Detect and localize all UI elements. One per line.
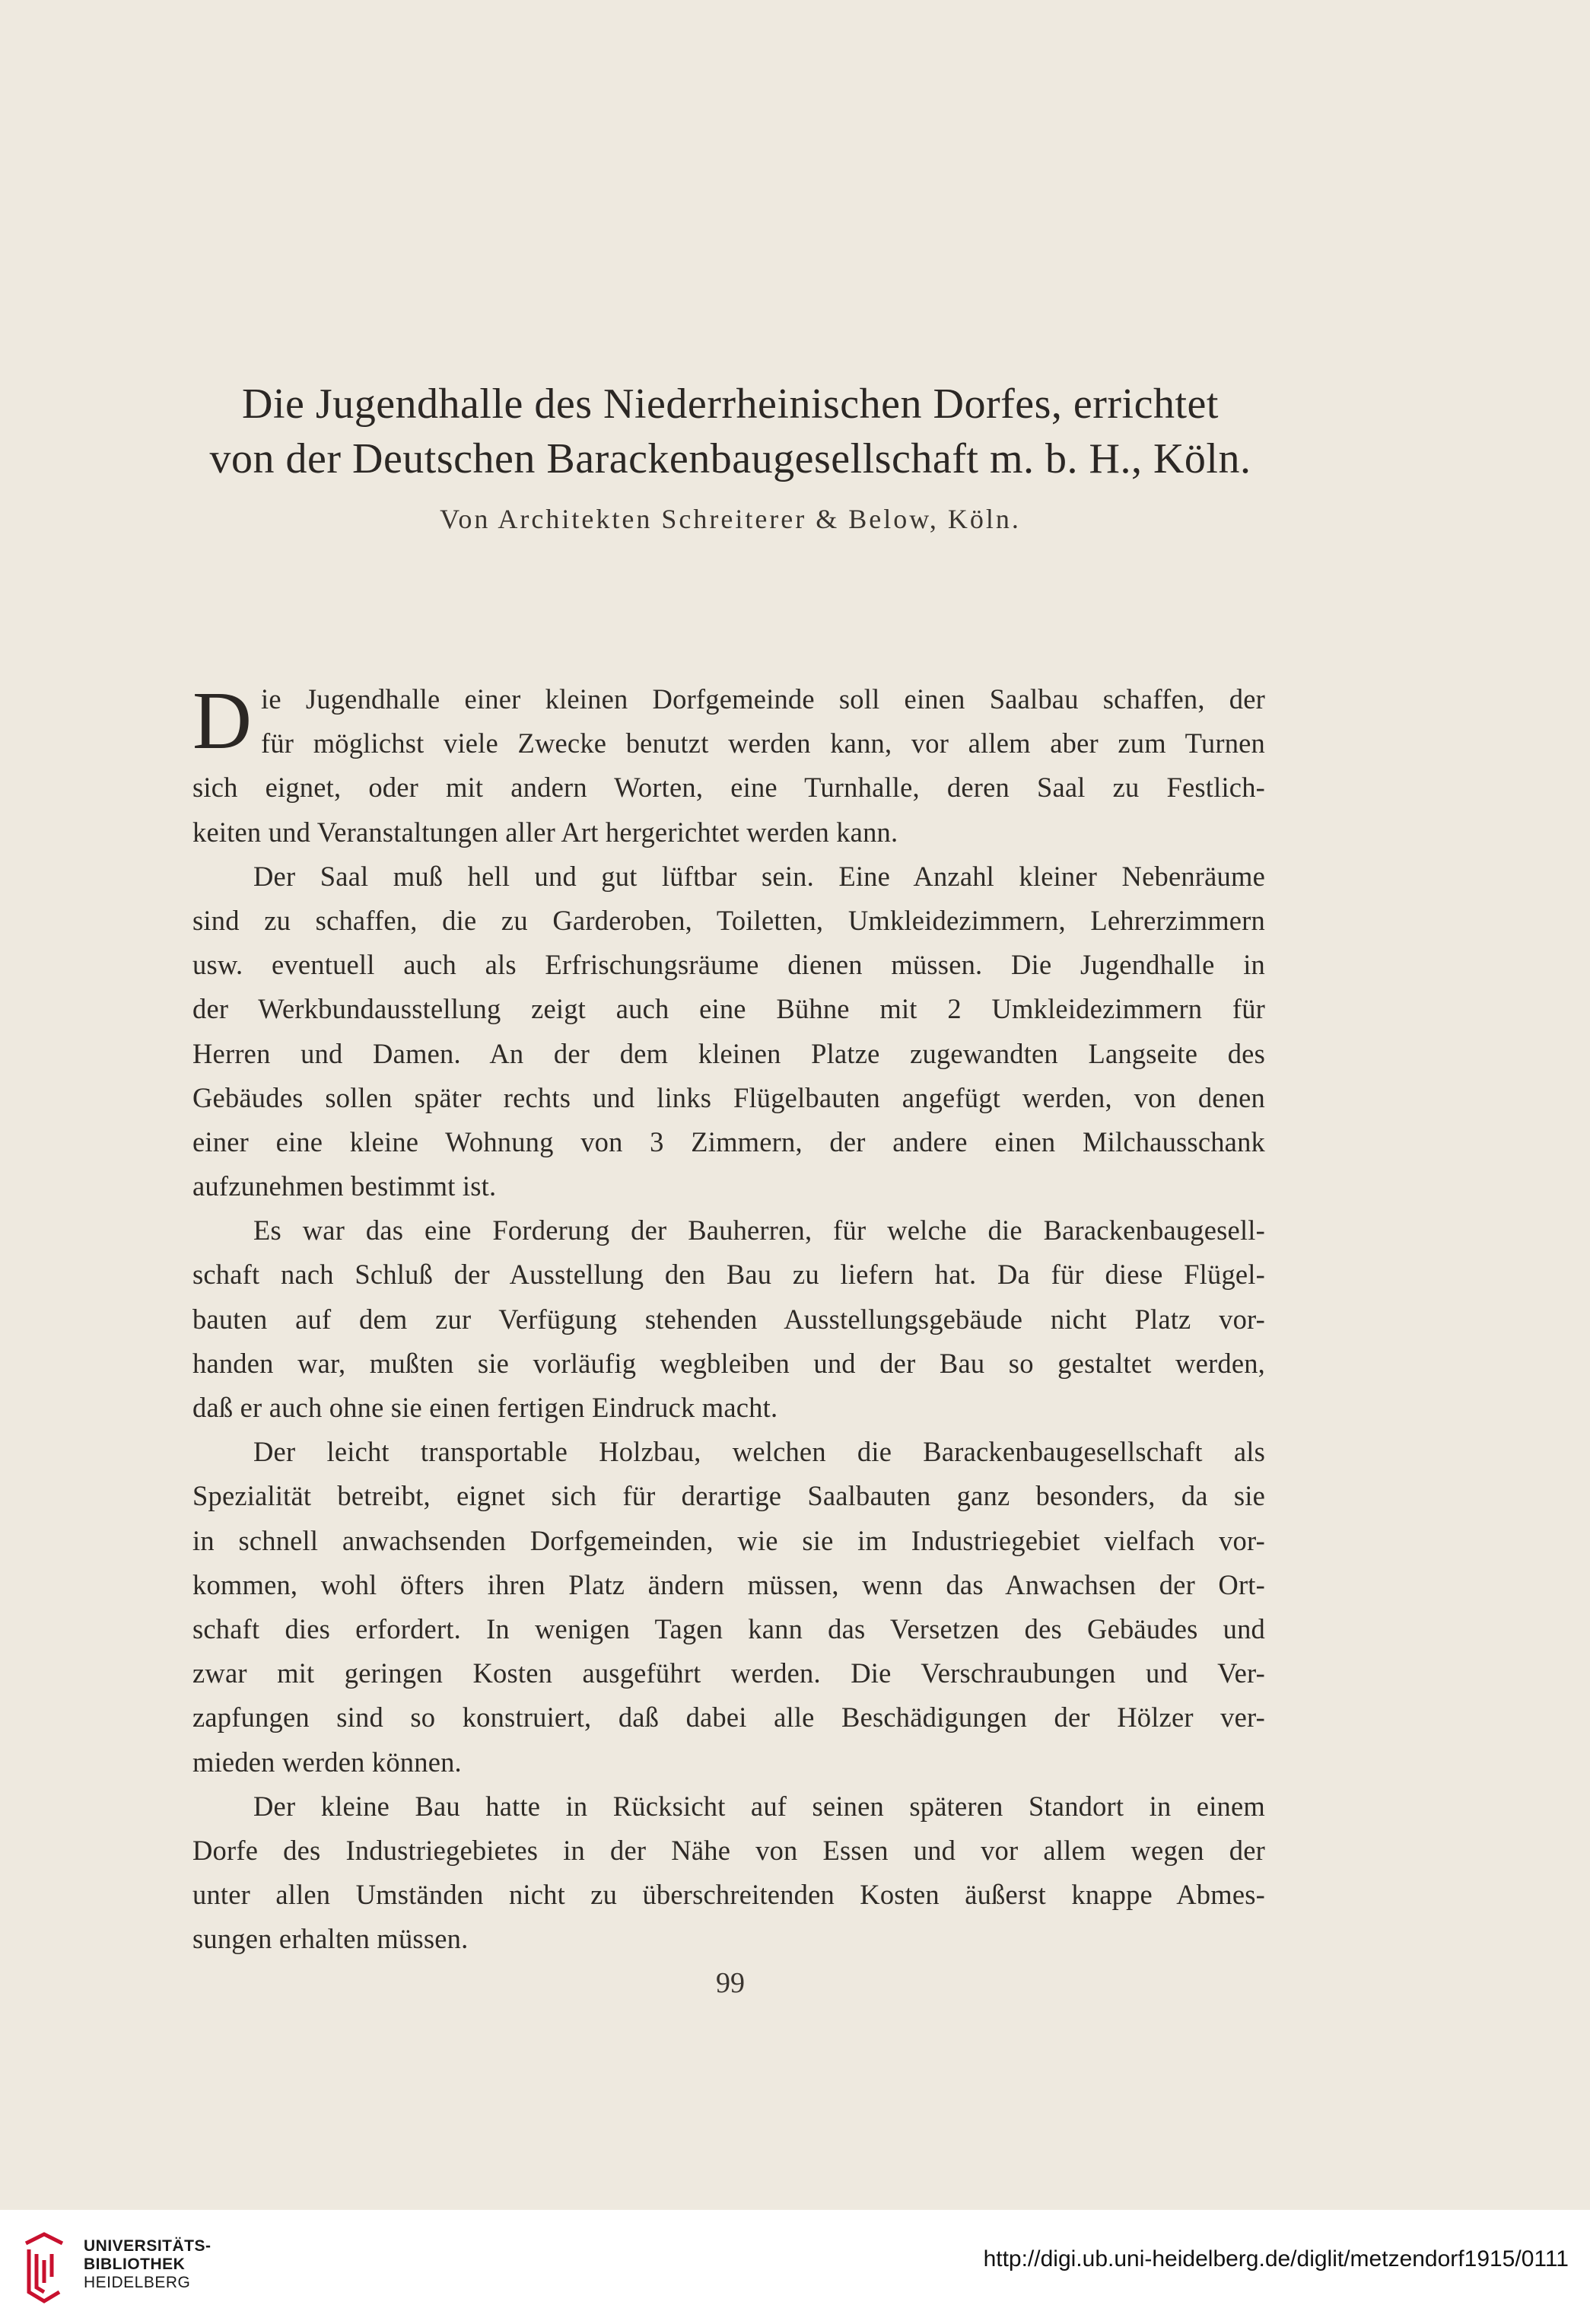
library-name-line-2: BIBLIOTHEK [84, 2256, 186, 2273]
text-line: Der Saal muß hell und gut lüftbar sein. Eine Anzahl kleiner Nebenräume [253, 860, 1265, 892]
page-number: 99 [716, 1967, 745, 1999]
article-title-line-1: Die Jugendhalle des Niederrheinischen Dorfes, errichtet [242, 380, 1219, 428]
text-line: für möglichst viele Zwecke benutzt werden kann, vor allem aber zum Turnen [261, 727, 1265, 759]
text-line: sungen erhalten müssen. [192, 1923, 469, 1955]
text-line: keiten und Veranstaltungen aller Art hergerichtet werden kann. [192, 816, 898, 848]
source-url-link[interactable]: http://digi.ub.uni-heidelberg.de/diglit/metzendorf1915/0111 [983, 2246, 1569, 2271]
text-line: Spezialität betreibt, eignet sich für derartige Saalbauten ganz besonders, da sie [192, 1480, 1265, 1512]
text-line: zapfungen sind so konstruiert, daß dabei alle Beschädigungen der Hölzer ver- [192, 1702, 1265, 1733]
text-line: Der kleine Bau hatte in Rücksicht auf seinen späteren Standort in einem [253, 1790, 1265, 1822]
text-line: einer eine kleine Wohnung von 3 Zimmern, der andere einen Milchausschank [192, 1125, 1265, 1157]
drop-cap: D [192, 676, 252, 766]
text-line: schaft nach Schluß der Ausstellung den Bau zu liefern hat. Da für diese Flügel- [192, 1259, 1265, 1291]
text-line: zwar mit geringen Kosten ausgeführt werden. Die Verschraubungen und Ver- [192, 1657, 1265, 1689]
text-line: kommen, wohl öfters ihren Platz ändern müssen, wenn das Anwachsen der Ort- [192, 1568, 1265, 1600]
library-name-line-3: HEIDELBERG [84, 2274, 191, 2291]
text-line: in schnell anwachsenden Dorfgemeinden, wie sie im Industriegebiet vielfach vor- [192, 1524, 1265, 1556]
library-logo-icon[interactable] [21, 2230, 67, 2306]
article-body [192, 677, 1265, 1961]
text-line: Dorfe des Industriegebietes in der Nähe von Essen und vor allem wegen der [192, 1834, 1265, 1866]
library-name-line-1: UNIVERSITÄTS- [84, 2237, 211, 2255]
article-title-line-2: von der Deutschen Barackenbaugesellschaft m. b. H., Köln. [209, 435, 1251, 482]
text-line: ie Jugendhalle einer kleinen Dorfgemeinde soll einen Saalbau schaffen, der [261, 683, 1265, 715]
text-line: Herren und Damen. An der dem kleinen Platze zugewandten Langseite des [192, 1037, 1265, 1069]
text-line: bauten auf dem zur Verfügung stehenden Ausstellungsgebäude nicht Platz vor- [192, 1303, 1265, 1335]
text-line: handen war, mußten sie vorläufig wegbleiben und der Bau so gestaltet werden, [192, 1347, 1265, 1379]
text-line: der Werkbundausstellung zeigt auch eine Bühne mit 2 Umkleidezimmern für [192, 993, 1265, 1025]
text-line: Es war das eine Forderung der Bauherren, für welche die Barackenbaugesell- [253, 1215, 1265, 1246]
text-line: aufzunehmen bestimmt ist. [192, 1170, 497, 1202]
library-name[interactable] [84, 2237, 211, 2292]
text-line: sich eignet, oder mit andern Worten, eine Turnhalle, deren Saal zu Festlich- [192, 772, 1265, 804]
text-line: usw. eventuell auch als Erfrischungsräume dienen müssen. Die Jugendhalle in [192, 949, 1265, 981]
text-line: daß er auch ohne sie einen fertigen Eindruck macht. [192, 1392, 778, 1423]
text-line: unter allen Umständen nicht zu überschreitenden Kosten äußerst knappe Abmes- [192, 1879, 1265, 1911]
text-line: Gebäudes sollen später rechts und links Flügelbauten angefügt werden, von denen [192, 1081, 1265, 1113]
article-header [175, 377, 1286, 535]
text-line: schaft dies erfordert. In wenigen Tagen kann das Versetzen des Gebäudes und [192, 1612, 1265, 1644]
article-byline: Von Architekten Schreiterer & Below, Köln. [440, 504, 1021, 534]
text-line: mieden werden können. [192, 1746, 462, 1778]
text-line: Der leicht transportable Holzbau, welchen die Barackenbaugesellschaft als [253, 1436, 1265, 1468]
text-line: sind zu schaffen, die zu Garderoben, Toiletten, Umkleidezimmern, Lehrerzimmern [192, 904, 1265, 936]
